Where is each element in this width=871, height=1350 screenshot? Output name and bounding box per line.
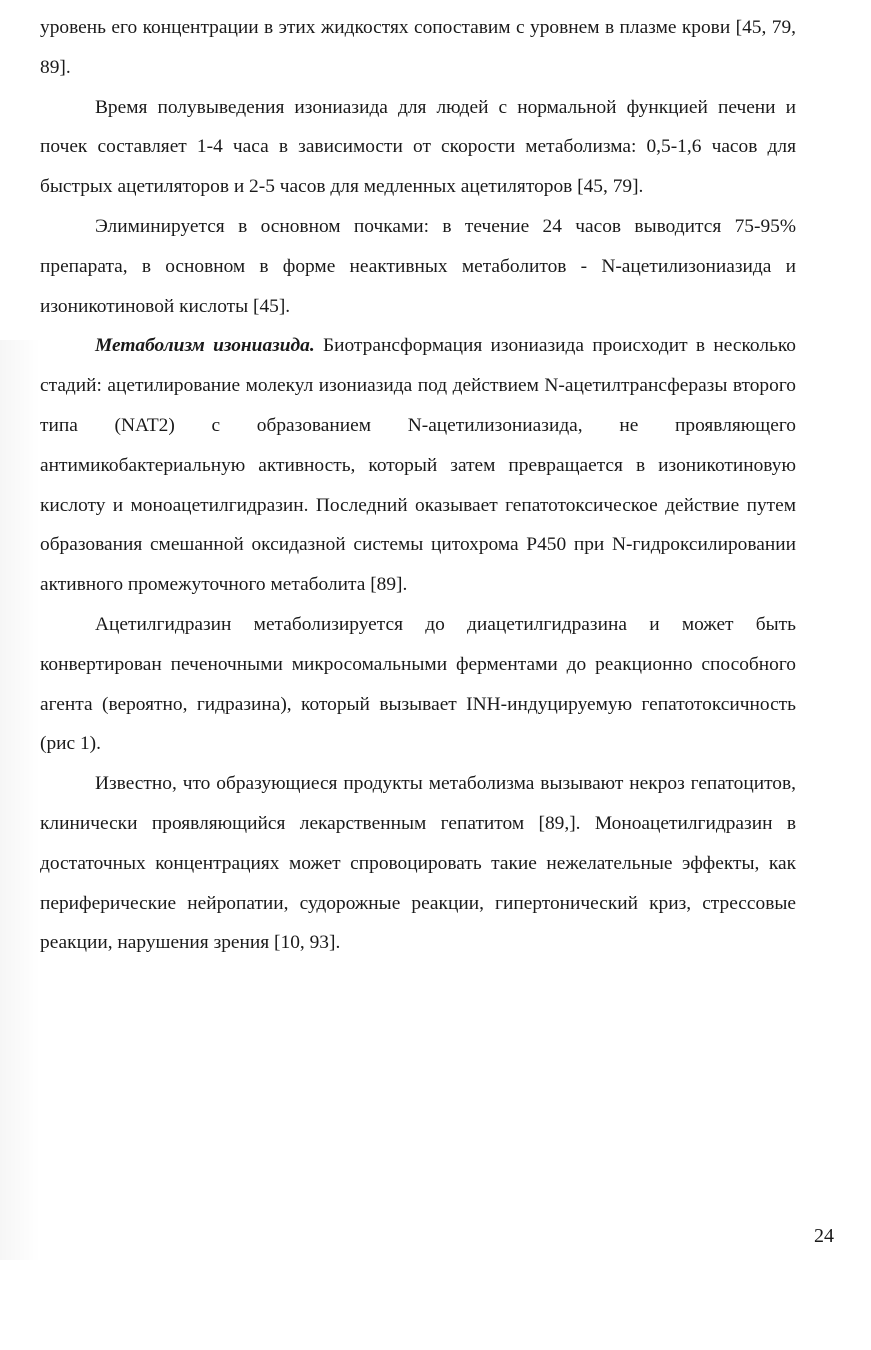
paragraph-text: Элиминируется в основном почками: в течение 24 часов выводится 75-95% препарата, в основном в форме неактивных метаболитов - N-ацетилизониазида и изоникотиновой кислоты [45]. — [40, 215, 796, 317]
scan-edge-shadow — [0, 340, 40, 1260]
paragraph-half-life — [40, 88, 796, 207]
paragraph-continuation — [40, 8, 796, 88]
section-heading-metabolism: Метаболизм изониазида. — [95, 335, 315, 357]
paragraph-metabolism — [40, 326, 796, 605]
paragraph-side-effects — [40, 764, 796, 963]
paragraph-elimination — [40, 207, 796, 326]
paragraph-acetylhydrazine — [40, 605, 796, 764]
page-number: 24 — [814, 1225, 834, 1247]
paragraph-text: Известно, что образующиеся продукты метаболизма вызывают некроз гепатоцитов, клинически проявляющийся лекарственным гепатитом [89,]. Моноацетилгидразин в достаточных концентрациях может спровоцировать такие нежелательные эффекты, как периферические нейропатии, судорожные реакции, гипертонический криз, стрессовые реакции, нарушения зрения [10, 93]. — [40, 773, 796, 954]
paragraph-text: Ацетилгидразин метаболизируется до диацетилгидразина и может быть конвертирован печеночными микросомальными ферментами до реакционно способного агента (вероятно, гидразина), который вызывает INH-индуцируемую гепатотоксичность (рис 1). — [40, 613, 796, 755]
paragraph-text: Время полувыведения изониазида для людей с нормальной функцией печени и почек составляет 1-4 часа в зависимости от скорости метаболизма: 0,5-1,6 часов для быстрых ацетиляторов и 2-5 часов для медленных ацетиляторов [45, 79]. — [40, 96, 796, 198]
document-page — [40, 8, 796, 963]
paragraph-text: Биотрансформация изониазида происходит в несколько стадий: ацетилирование молекул изониазида под действием N-ацетилтрансферазы второго типа (NAT2) с образованием N-ацетилизониазида, не проявляющего антимикобактериальную активность, который затем превращается в изоникотиновую кислоту и моноацетилгидразин. Последний оказывает гепатотоксическое действие путем образования смешанной оксидазной системы цитохрома Р450 при N-гидроксилировании активного промежуточного метаболита [89]. — [40, 335, 796, 596]
paragraph-text: уровень его концентрации в этих жидкостях сопоставим с уровнем в плазме крови [45, 79, 89]. — [40, 17, 796, 78]
